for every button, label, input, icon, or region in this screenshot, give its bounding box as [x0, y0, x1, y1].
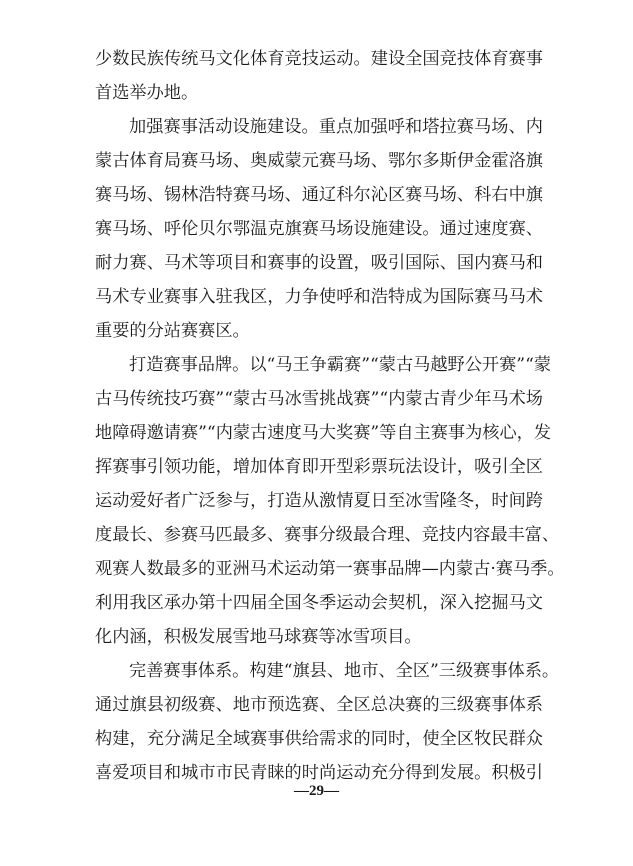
text-line: 地障碍邀请赛”“内蒙古速度马大奖赛”等自主赛事为核心，发: [95, 423, 552, 443]
text-line: 古马传统技巧赛”“蒙古马冰雪挑战赛”“内蒙古青少年马术场: [95, 389, 543, 409]
text-line: 打造赛事品牌。以“马王争霸赛”“蒙古马越野公开赛”“蒙: [129, 355, 552, 375]
text-line: 首选举办地。: [95, 83, 199, 103]
text-line: 运动爱好者广泛参与，打造从激情夏日至冰雪隆冬，时间跨: [95, 491, 543, 511]
paragraph-4: [95, 654, 560, 790]
text-line: 利用我区承办第十四届全国冬季运动会契机，深入挖掘马文: [95, 593, 543, 613]
text-line: 观赛人数最多的亚洲马术运动第一赛事品牌—内蒙古·赛马季。: [95, 559, 565, 579]
text-line: 蒙古体育局赛马场、奥威蒙元赛马场、鄂尔多斯伊金霍洛旗: [95, 151, 543, 171]
paragraph-1: [95, 42, 543, 110]
text-line: 耐力赛、马术等项目和赛事的设置，吸引国际、国内赛马和: [95, 253, 543, 273]
paragraph-2: [95, 110, 543, 348]
paragraph-3: [95, 348, 565, 654]
document-body: [95, 42, 565, 790]
text-line: 加强赛事活动设施建设。重点加强呼和塔拉赛马场、内: [129, 117, 543, 137]
text-line: 喜爱项目和城市市民青睐的时尚运动充分得到发展。积极引: [95, 763, 543, 783]
text-line: 赛马场、呼伦贝尔鄂温克旗赛马场设施建设。通过速度赛、: [95, 219, 543, 239]
text-line: 通过旗县初级赛、地市预选赛、全区总决赛的三级赛事体系: [95, 695, 543, 715]
text-line: 构建，充分满足全域赛事供给需求的同时，使全区牧民群众: [95, 729, 543, 749]
page-number: —29—: [294, 783, 339, 799]
text-line: 少数民族传统马文化体育竞技运动。建设全国竞技体育赛事: [95, 49, 543, 69]
text-line: 化内涵，积极发展雪地马球赛等冰雪项目。: [95, 627, 422, 647]
text-line: 赛马场、锡林浩特赛马场、通辽科尔沁区赛马场、科右中旗: [95, 185, 543, 205]
text-line: 马术专业赛事入驻我区，力争使呼和浩特成为国际赛马马术: [95, 287, 543, 307]
text-line: 完善赛事体系。构建“旗县、地市、全区”三级赛事体系。: [129, 661, 560, 681]
text-line: 挥赛事引领功能，增加体育即开型彩票玩法设计，吸引全区: [95, 457, 543, 477]
text-line: 度最长、参赛马匹最多、赛事分级最合理、竞技内容最丰富、: [95, 525, 560, 545]
text-line: 重要的分站赛赛区。: [95, 321, 250, 341]
